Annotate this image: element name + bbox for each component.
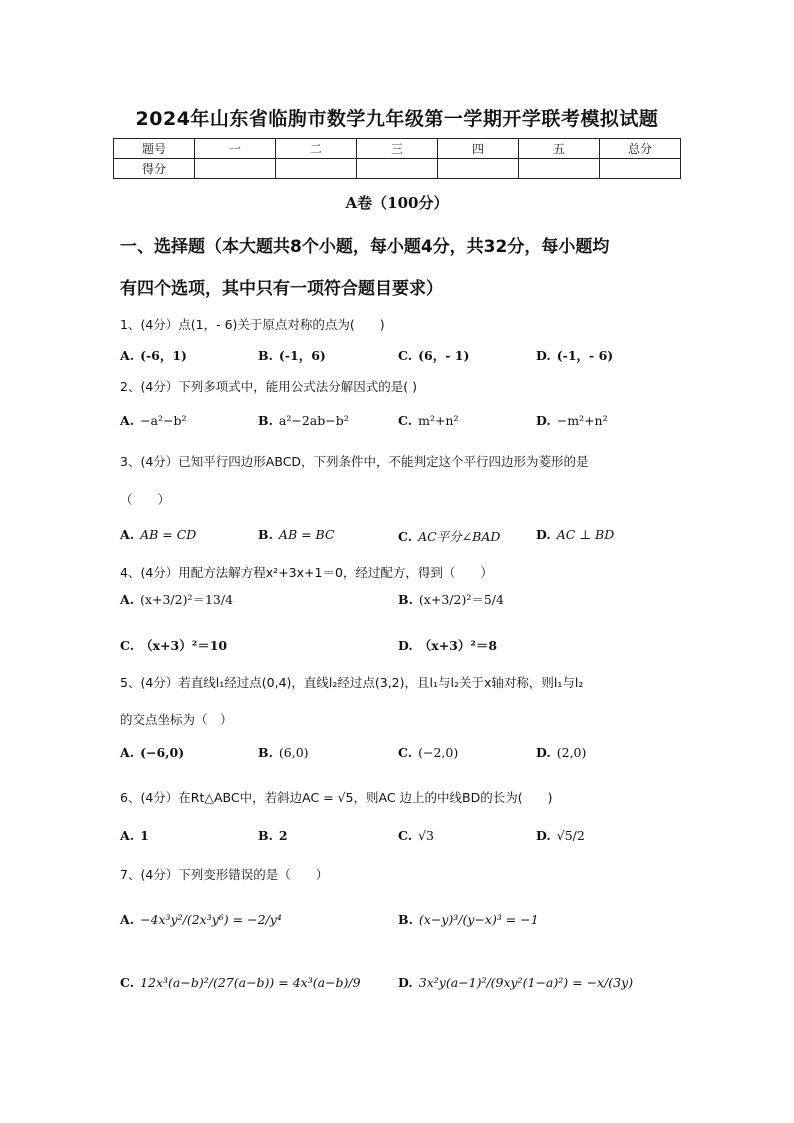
- option-letter: B.: [398, 912, 413, 927]
- option-value: (−2,0): [418, 745, 459, 760]
- option-letter: B.: [398, 592, 413, 607]
- option-letter: A.: [120, 828, 135, 843]
- score-cell[interactable]: [357, 159, 438, 179]
- option-value: a²−2ab−b²: [278, 413, 349, 428]
- question-3-stem-cont: （ ）: [120, 492, 171, 507]
- part1-heading-line2: 有四个选项，其中只有一项符合题目要求）: [120, 279, 443, 299]
- q5-option-c[interactable]: [398, 745, 458, 760]
- option-letter: C.: [120, 975, 135, 990]
- option-letter: B.: [258, 348, 273, 363]
- option-letter: C.: [398, 413, 413, 428]
- score-table-score-row: [114, 159, 681, 179]
- q4-option-b[interactable]: [398, 590, 504, 608]
- question-2-stem: 2、(4分）下列多项式中，能用公式法分解因式的是( ): [120, 379, 418, 394]
- score-cell[interactable]: [276, 159, 357, 179]
- question-7-stem: 7、(4分）下列变形错误的是（ ）: [120, 867, 329, 882]
- option-letter: C.: [398, 828, 413, 843]
- option-value: （x+3）²＝8: [418, 638, 498, 653]
- option-value: （x+3）²＝10: [140, 638, 228, 653]
- q2-option-d[interactable]: [536, 413, 608, 428]
- score-cell[interactable]: [195, 159, 276, 179]
- score-header-cell: 三: [357, 139, 438, 159]
- q4-option-c[interactable]: [120, 636, 227, 654]
- q1-option-a[interactable]: [120, 346, 187, 364]
- option-value: 3x²y(a−1)²/(9xy²(1−a)²) = −x/(3y): [418, 975, 634, 990]
- option-letter: A.: [120, 527, 135, 542]
- q5-option-d[interactable]: [536, 745, 586, 760]
- q7-option-d[interactable]: [398, 975, 633, 990]
- question-3-stem: 3、(4分）已知平行四边形ABCD，下列条件中，不能判定这个平行四边形为菱形的是: [120, 454, 589, 469]
- q4-option-a[interactable]: [120, 590, 233, 608]
- option-value: (-1，- 6): [556, 348, 614, 363]
- option-value: (x−y)³/(y−x)³ = −1: [418, 912, 539, 927]
- option-value: AC ⊥ BD: [556, 527, 615, 542]
- option-letter: A.: [120, 413, 135, 428]
- option-value: AB = BC: [278, 527, 335, 542]
- score-header-cell: 五: [519, 139, 600, 159]
- option-value: (−6,0): [140, 745, 185, 760]
- option-value: 2: [278, 828, 288, 843]
- q1-option-d[interactable]: [536, 346, 613, 364]
- q6-option-c[interactable]: [398, 828, 434, 843]
- q1-option-b[interactable]: [258, 346, 326, 364]
- score-cell[interactable]: [600, 159, 681, 179]
- option-letter: A.: [120, 912, 135, 927]
- section-a-heading: A卷（100分）: [345, 194, 449, 212]
- q2-option-a[interactable]: [120, 413, 187, 428]
- option-letter: D.: [536, 745, 551, 760]
- q2-option-c[interactable]: [398, 413, 459, 428]
- q5-option-a[interactable]: [120, 745, 184, 760]
- score-header-cell: 四: [438, 139, 519, 159]
- option-letter: C.: [398, 529, 413, 544]
- option-value: √5/2: [556, 828, 585, 843]
- q6-option-d[interactable]: [536, 828, 585, 843]
- option-letter: B.: [258, 413, 273, 428]
- option-letter: C.: [398, 348, 413, 363]
- option-letter: A.: [120, 745, 135, 760]
- score-cell[interactable]: [438, 159, 519, 179]
- score-table: [113, 138, 681, 179]
- option-letter: A.: [120, 348, 135, 363]
- option-value: 1: [140, 828, 149, 843]
- option-letter: B.: [258, 745, 273, 760]
- option-value: (6，- 1): [418, 348, 470, 363]
- score-header-cell: 一: [195, 139, 276, 159]
- q1-option-c[interactable]: [398, 346, 469, 364]
- q7-option-c[interactable]: [120, 975, 361, 990]
- question-1-stem: 1、(4分）点(1，- 6)关于原点对称的点为( ): [120, 317, 385, 332]
- option-value: (x+3/2)²＝5/4: [418, 592, 504, 607]
- q3-option-b[interactable]: [258, 527, 335, 542]
- question-6-stem: 6、(4分）在Rt△ABC中，若斜边AC = √5，则AC 边上的中线BD的长为( ): [120, 790, 553, 805]
- q3-option-c[interactable]: [398, 527, 500, 545]
- q6-option-b[interactable]: [258, 828, 288, 843]
- option-letter: D.: [398, 975, 413, 990]
- option-value: −4x³y²/(2x³y⁶) = −2/y⁴: [140, 912, 282, 927]
- option-value: √3: [418, 828, 435, 843]
- q3-option-d[interactable]: [536, 527, 614, 542]
- question-5-stem-cont: 的交点坐标为（ ）: [120, 712, 233, 727]
- option-value: (6,0): [278, 745, 309, 760]
- q6-option-a[interactable]: [120, 828, 149, 843]
- q5-option-b[interactable]: [258, 745, 309, 760]
- question-4-stem: 4、(4分）用配方法解方程x²+3x+1＝0，经过配方，得到（ ）: [120, 565, 493, 580]
- option-letter: D.: [536, 348, 551, 363]
- score-table-header-row: [114, 139, 681, 159]
- option-letter: D.: [398, 638, 413, 653]
- option-letter: B.: [258, 527, 273, 542]
- option-value: AB = CD: [140, 527, 197, 542]
- option-letter: D.: [536, 527, 551, 542]
- option-value: 12x³(a−b)²/(27(a−b)) = 4x³(a−b)/9: [140, 975, 361, 990]
- score-cell[interactable]: [519, 159, 600, 179]
- option-letter: D.: [536, 413, 551, 428]
- score-header-cell: 题号: [114, 139, 195, 159]
- option-value: m²+n²: [418, 413, 459, 428]
- option-value: (-1，6): [278, 348, 326, 363]
- option-letter: B.: [258, 828, 273, 843]
- score-header-cell: 二: [276, 139, 357, 159]
- q2-option-b[interactable]: [258, 413, 349, 428]
- option-value: (-6，1): [140, 348, 187, 363]
- exam-title: 2024年山东省临朐市数学九年级第一学期开学联考模拟试题: [135, 108, 659, 130]
- option-letter: C.: [120, 638, 135, 653]
- score-row-label: 得分: [114, 159, 195, 179]
- q3-option-a[interactable]: [120, 527, 196, 542]
- part1-heading-line1: 一、选择题（本大题共8个小题，每小题4分，共32分，每小题均: [120, 237, 610, 257]
- q7-option-a[interactable]: [120, 912, 282, 927]
- option-letter: D.: [536, 828, 551, 843]
- option-value: −m²+n²: [556, 413, 608, 428]
- score-header-cell: 总分: [600, 139, 681, 159]
- option-letter: C.: [398, 745, 413, 760]
- q4-option-d[interactable]: [398, 636, 497, 654]
- option-value: AC平分∠BAD: [418, 529, 501, 544]
- option-value: −a²−b²: [140, 413, 187, 428]
- q7-option-b[interactable]: [398, 912, 539, 927]
- option-value: (2,0): [556, 745, 587, 760]
- option-value: (x+3/2)²＝13/4: [140, 592, 234, 607]
- question-5-stem: 5、(4分）若直线l₁经过点(0,4)，直线l₂经过点(3,2)，且l₁与l₂关于x轴对称，则l₁与l₂: [120, 675, 584, 690]
- option-letter: A.: [120, 592, 135, 607]
